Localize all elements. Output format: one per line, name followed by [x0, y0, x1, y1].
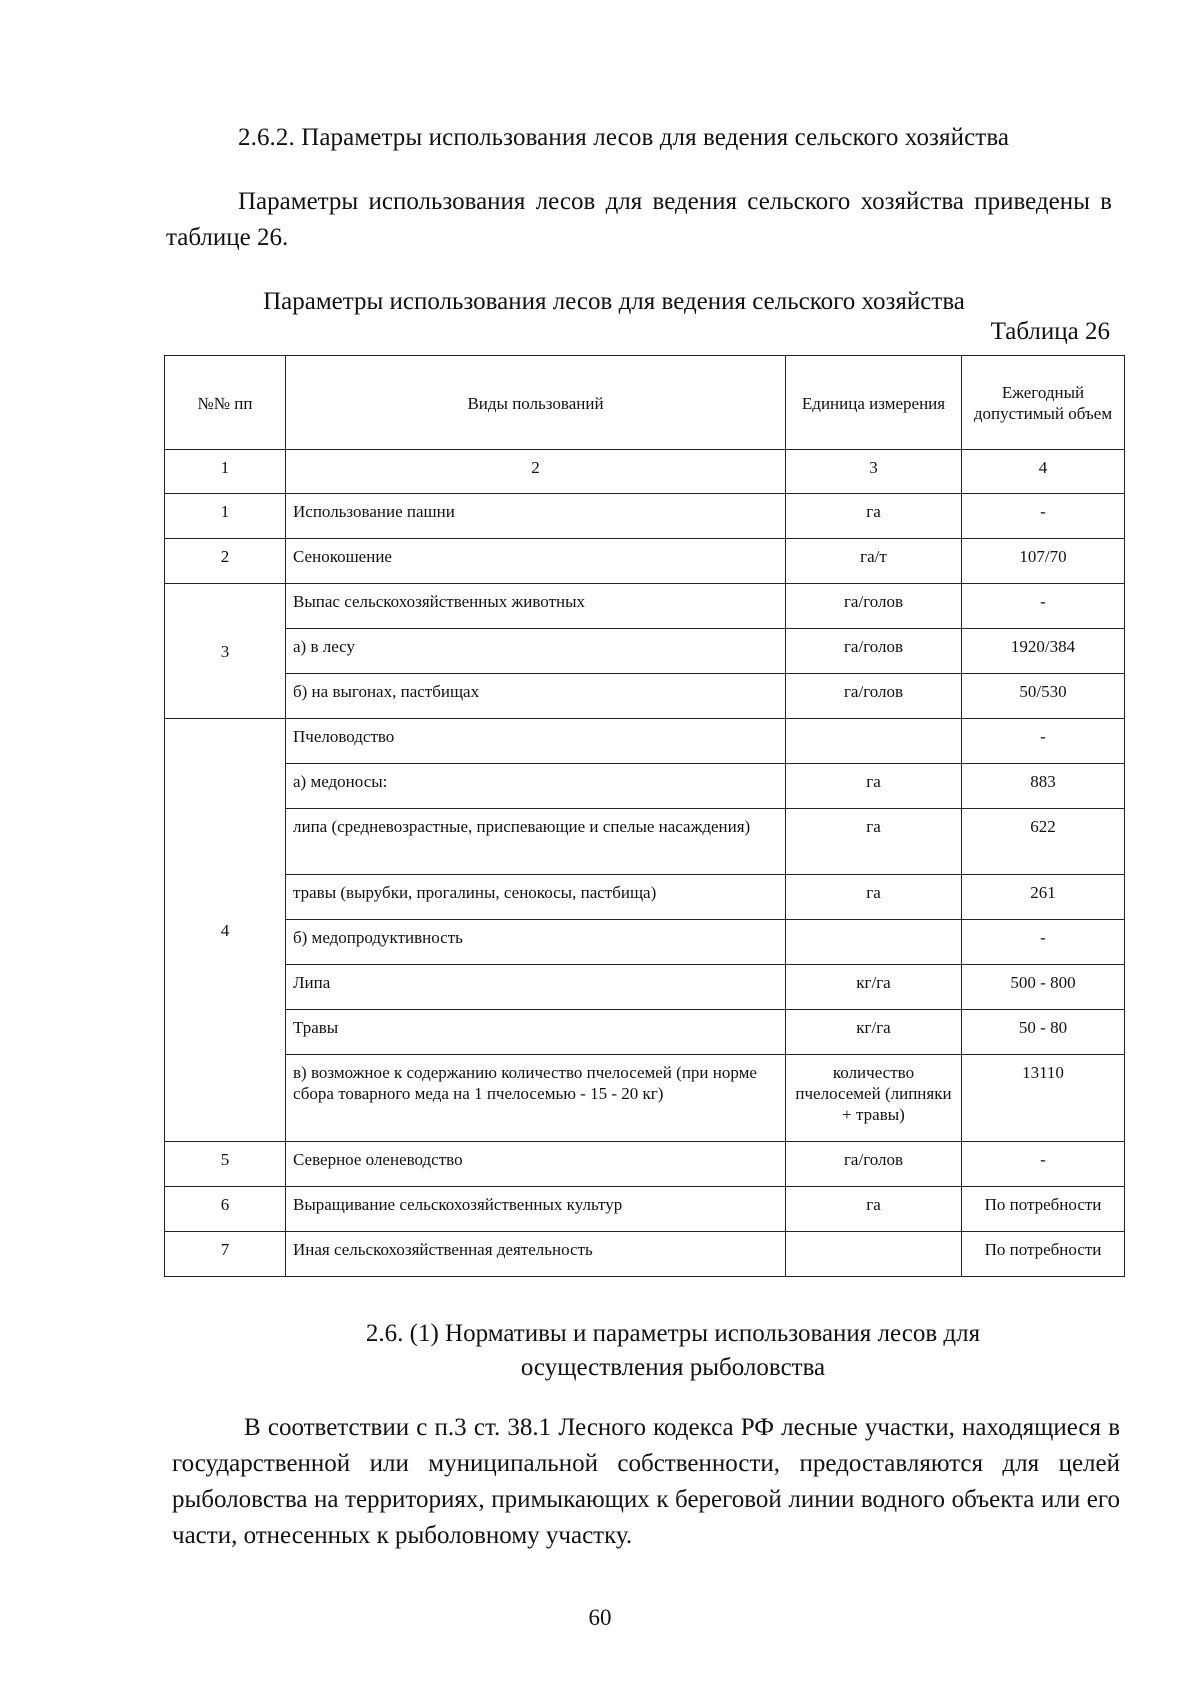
usage-type: Травы: [286, 1010, 786, 1055]
unit: количество пчелосемей (липняки + травы): [786, 1055, 962, 1142]
usage-type: а) медоносы:: [286, 764, 786, 809]
row-number: 2: [165, 539, 286, 584]
row-number: 3: [165, 584, 286, 719]
table-row: [165, 539, 1125, 584]
header-cell: №№ пп: [165, 356, 286, 450]
row-number: 6: [165, 1187, 286, 1232]
unit: га: [786, 764, 962, 809]
table-row: [165, 809, 1125, 875]
header-cell: Ежегодный допустимый объем: [962, 356, 1125, 450]
column-number: 4: [962, 450, 1125, 494]
unit: [786, 920, 962, 965]
volume: -: [962, 719, 1125, 764]
table-row: [165, 1010, 1125, 1055]
table-row: [165, 1142, 1125, 1187]
volume: 500 - 800: [962, 965, 1125, 1010]
usage-type: травы (вырубки, прогалины, сенокосы, пастбища): [286, 875, 786, 920]
intro-paragraph: Параметры использования лесов для ведения сельского хозяйства приведены в таблице 26.: [166, 188, 1112, 251]
unit: [786, 719, 962, 764]
volume: -: [962, 920, 1125, 965]
usage-type: Сенокошение: [286, 539, 786, 584]
usage-type: а) в лесу: [286, 629, 786, 674]
unit: га/голов: [786, 629, 962, 674]
unit: [786, 1232, 962, 1277]
unit: га/голов: [786, 584, 962, 629]
table-row: [165, 965, 1125, 1010]
volume: По потребности: [962, 1187, 1125, 1232]
column-number: 1: [165, 450, 286, 494]
usage-type: Липа: [286, 965, 786, 1010]
volume: 50 - 80: [962, 1010, 1125, 1055]
unit: кг/га: [786, 1010, 962, 1055]
unit: га: [786, 1187, 962, 1232]
row-number: 1: [165, 494, 286, 539]
section2-heading: [238, 1317, 1108, 1385]
section-heading: 2.6.2. Параметры использования лесов для ведения сельского хозяйства: [238, 124, 1010, 151]
fishing-paragraph: В соответствии с п.3 ст. 38.1 Лесного кодекса РФ лесные участки, находящиеся в государственной или муниципальной собственности, предоставляются для целей рыболовства на территориях, примыкающих к береговой линии водного объекта или его части, отнесенных к рыболовному участку.: [172, 1414, 1120, 1549]
volume: -: [962, 1142, 1125, 1187]
usage-type: Выпас сельскохозяйственных животных: [286, 584, 786, 629]
table-title: Параметры использования лесов для ведения сельского хозяйства: [263, 288, 965, 315]
usage-type: в) возможное к содержанию количество пчелосемей (при норме сбора товарного меда на 1 пчелосемью - 15 - 20 кг): [286, 1055, 786, 1142]
column-number: 2: [286, 450, 786, 494]
volume: -: [962, 494, 1125, 539]
volume: 107/70: [962, 539, 1125, 584]
volume: 622: [962, 809, 1125, 875]
volume: 883: [962, 764, 1125, 809]
unit: кг/га: [786, 965, 962, 1010]
table-row: [165, 1055, 1125, 1142]
unit: га/голов: [786, 1142, 962, 1187]
volume: 261: [962, 875, 1125, 920]
volume: По потребности: [962, 1232, 1125, 1277]
column-number: 3: [786, 450, 962, 494]
usage-type: б) на выгонах, пастбищах: [286, 674, 786, 719]
unit: га/т: [786, 539, 962, 584]
usage-type: Выращивание сельскохозяйственных культур: [286, 1187, 786, 1232]
table-row: [165, 719, 1125, 764]
row-number: 5: [165, 1142, 286, 1187]
usage-type: Пчеловодство: [286, 719, 786, 764]
table-row: [165, 674, 1125, 719]
table-row: [165, 764, 1125, 809]
unit: га: [786, 875, 962, 920]
table-number: Таблица 26: [990, 318, 1110, 345]
usage-type: липа (средневозрастные, приспевающие и спелые насаждения): [286, 809, 786, 875]
unit: га/голов: [786, 674, 962, 719]
section2-heading-line1: 2.6. (1) Нормативы и параметры использования лесов для: [365, 1320, 981, 1347]
usage-type: Северное оленеводство: [286, 1142, 786, 1187]
table-header-row: [165, 356, 1125, 450]
row-number: 4: [165, 719, 286, 1142]
parameters-table: [164, 355, 1125, 1277]
header-cell: Единица измерения: [786, 356, 962, 450]
table-row: [165, 875, 1125, 920]
section2-heading-line2: осуществления рыболовства: [520, 1354, 826, 1381]
column-number-row: [165, 450, 1125, 494]
table-row: [165, 494, 1125, 539]
usage-type: Иная сельскохозяйственная деятельность: [286, 1232, 786, 1277]
row-number: 7: [165, 1232, 286, 1277]
volume: 13110: [962, 1055, 1125, 1142]
page-number: 60: [588, 1605, 612, 1630]
table-row: [165, 584, 1125, 629]
unit: га: [786, 494, 962, 539]
volume: 1920/384: [962, 629, 1125, 674]
table-caption: [166, 287, 1112, 347]
table-row: [165, 1187, 1125, 1232]
unit: га: [786, 809, 962, 875]
volume: 50/530: [962, 674, 1125, 719]
table-row: [165, 920, 1125, 965]
usage-type: Использование пашни: [286, 494, 786, 539]
volume: -: [962, 584, 1125, 629]
table-row: [165, 629, 1125, 674]
header-cell: Виды пользований: [286, 356, 786, 450]
usage-type: б) медопродуктивность: [286, 920, 786, 965]
table-row: [165, 1232, 1125, 1277]
